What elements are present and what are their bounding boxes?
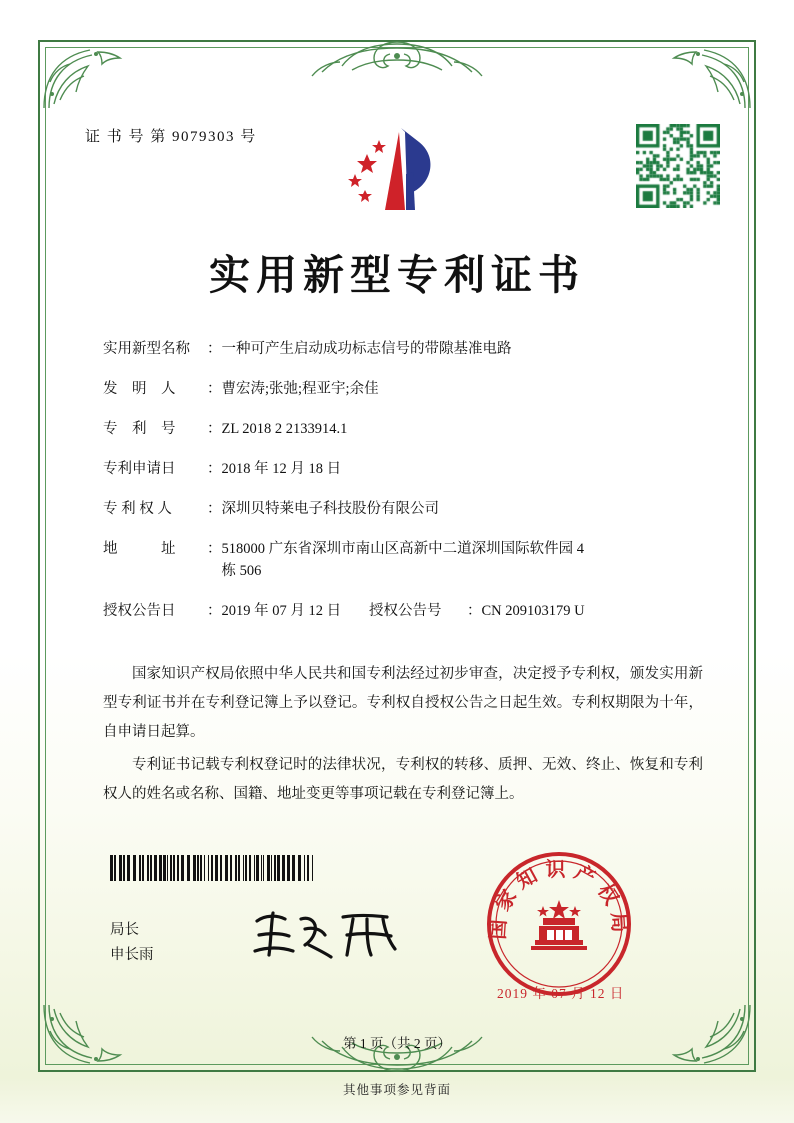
field-colon: ： xyxy=(207,341,222,357)
field-label: 专利申请日 xyxy=(103,460,176,477)
address-line-1: 518000 广东省深圳市南山区高新中二道深圳国际软件园 4 xyxy=(221,540,584,557)
field-label: 专 利 号 xyxy=(103,420,176,437)
field-value-inventors: 曹宏涛;张弛;程亚宇;余佳 xyxy=(221,380,379,397)
field-row-utility-model-name xyxy=(103,338,703,360)
field-row-patent-number xyxy=(103,418,703,440)
field-value-utility-model-name: 一种可产生启动成功标志信号的带隙基准电路 xyxy=(221,341,512,357)
cnipa-official-seal-icon xyxy=(483,848,635,1000)
field-row-grant-announcement xyxy=(103,600,703,622)
handwritten-signature-icon xyxy=(243,905,418,965)
field-value-patent-number: ZL 2018 2 2133914.1 xyxy=(221,420,348,437)
signature-block xyxy=(110,918,154,969)
director-title-label: 局长 xyxy=(110,922,139,938)
field-label: 实用新型名称 xyxy=(103,341,190,357)
director-name-label: 申长雨 xyxy=(110,947,154,964)
body-paragraph-2: 专利证书记载专利权登记时的法律状况，专利权的转移、质押、无效、终止、恢复和专利权人的姓名或名称、国籍、地址变更等事项记载在专利登记簿上。 xyxy=(103,757,703,802)
field-label: 发 明 人 xyxy=(103,380,176,397)
certificate-number: 证 书 号 第 9079303 号 xyxy=(85,129,257,145)
qr-code-icon xyxy=(636,124,720,208)
field-colon: ： xyxy=(207,540,222,557)
field-colon: ： xyxy=(207,603,222,620)
body-text xyxy=(103,660,703,813)
field-value-grant-number: CN 209103179 U xyxy=(481,603,585,620)
address-line-2: 栋 506 xyxy=(221,563,262,580)
field-value-patentee: 深圳贝特莱电子科技股份有限公司 xyxy=(221,500,439,517)
field-value-grant-date: 2019 年 07 月 12 日 xyxy=(221,603,342,620)
field-label: 授权公告日 xyxy=(103,603,176,620)
field-label: 授权公告号 xyxy=(369,603,442,620)
certificate-fields xyxy=(103,338,703,640)
field-row-address xyxy=(103,538,703,583)
field-label: 专 利 权 人 xyxy=(103,500,172,517)
field-row-application-date xyxy=(103,458,703,480)
field-value-application-date: 2018 年 12 月 18 日 xyxy=(221,460,342,477)
page-title: 实用新型专利证书 xyxy=(209,251,585,299)
field-colon: ： xyxy=(207,380,222,397)
field-value-address xyxy=(222,538,704,583)
body-paragraph-1: 国家知识产权局依照中华人民共和国专利法经过初步审查，决定授予专利权，颁发实用新型专利证书并在专利登记簿上予以登记。专利权自授权公告之日起生效。专利权期限为十年，自申请日起算。 xyxy=(103,666,703,740)
footer-note: 其他事项参见背面 xyxy=(342,1083,451,1097)
top-ornament-icon xyxy=(282,36,512,88)
field-colon: ： xyxy=(467,603,482,620)
field-colon: ： xyxy=(207,500,222,517)
field-row-patentee xyxy=(103,498,703,520)
field-colon: ： xyxy=(207,460,222,477)
field-row-inventors xyxy=(103,378,703,400)
page-indicator: 第 1 页（共 2 页） xyxy=(343,1036,451,1051)
cnipa-logo-icon xyxy=(327,112,467,222)
seal-date: 2019 年 07 月 12 日 xyxy=(497,986,625,1001)
field-colon: ： xyxy=(207,420,222,437)
barcode xyxy=(110,855,316,881)
field-label: 地 址 xyxy=(103,540,176,557)
svg-text:国家知识产权局: 国家知识产权局 xyxy=(485,857,633,941)
